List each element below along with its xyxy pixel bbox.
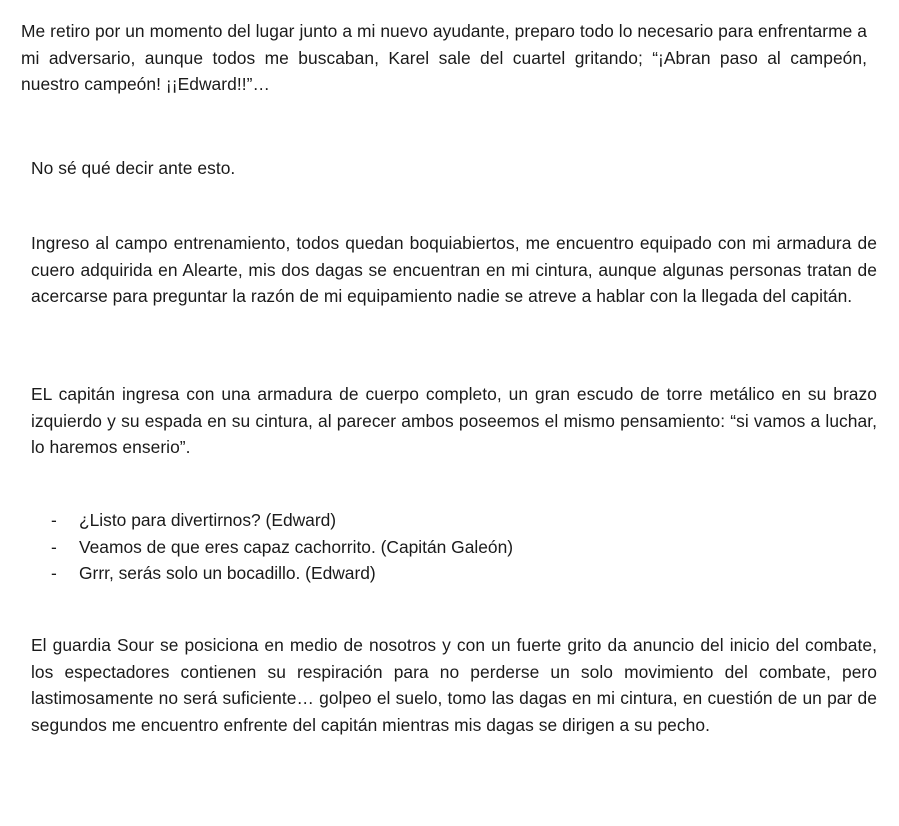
dialogue-text: Grrr, serás solo un bocadillo. (Edward) — [79, 563, 376, 583]
dialogue-text: Veamos de que eres capaz cachorrito. (Capitán Galeón) — [79, 536, 514, 557]
dialogue-text: ¿Listo para divertirnos? (Edward) — [79, 510, 337, 530]
dialogue-list — [51, 507, 513, 587]
paragraph-combat: El guardia Sour se posiciona en medio de nosotros y con un fuerte grito da anuncio del inicio del combate, los espectadores contienen su respiración para no perderse un solo movimiento del combate, pero lastimosamente no será suficiente… golpeo el suelo, tomo las dagas en mi cintura, en cuestión de un par de segundos me encuentro enfrente del capitán mientras mis dagas se dirigen a su pecho. — [31, 635, 877, 735]
paragraph-intro: Me retiro por un momento del lugar junto a mi nuevo ayudante, preparo todo lo necesario para enfrentarme a mi adversario, aunque todos me buscaban, Karel sale del cuartel gritando; “¡Abran paso al campeón, nuestro campeón! ¡¡Edward!!”… — [21, 21, 867, 94]
paragraph-captain: EL capitán ingresa con una armadura de cuerpo completo, un gran escudo de torre metálico en su brazo izquierdo y su espada en su cintura, al parecer ambos poseemos el mismo pensamiento: “si vamos a luchar, lo haremos enserio”. — [31, 384, 877, 457]
dialogue-line — [51, 534, 513, 561]
dialogue-line — [51, 507, 513, 534]
dialogue-line — [51, 560, 513, 587]
dialogue-bullet: - — [51, 563, 57, 583]
paragraph-reaction: No sé qué decir ante esto. — [31, 158, 236, 178]
paragraph-entrance: Ingreso al campo entrenamiento, todos quedan boquiabiertos, me encuentro equipado con mi armadura de cuero adquirida en Alearte, mis dos dagas se encuentran en mi cintura, aunque algunas personas tratan de acercarse para preguntar la razón de mi equipamiento nadie se atreve a hablar con la llegada del capitán. — [31, 233, 877, 306]
dialogue-bullet: - — [51, 510, 57, 530]
dialogue-bullet: - — [51, 536, 57, 557]
